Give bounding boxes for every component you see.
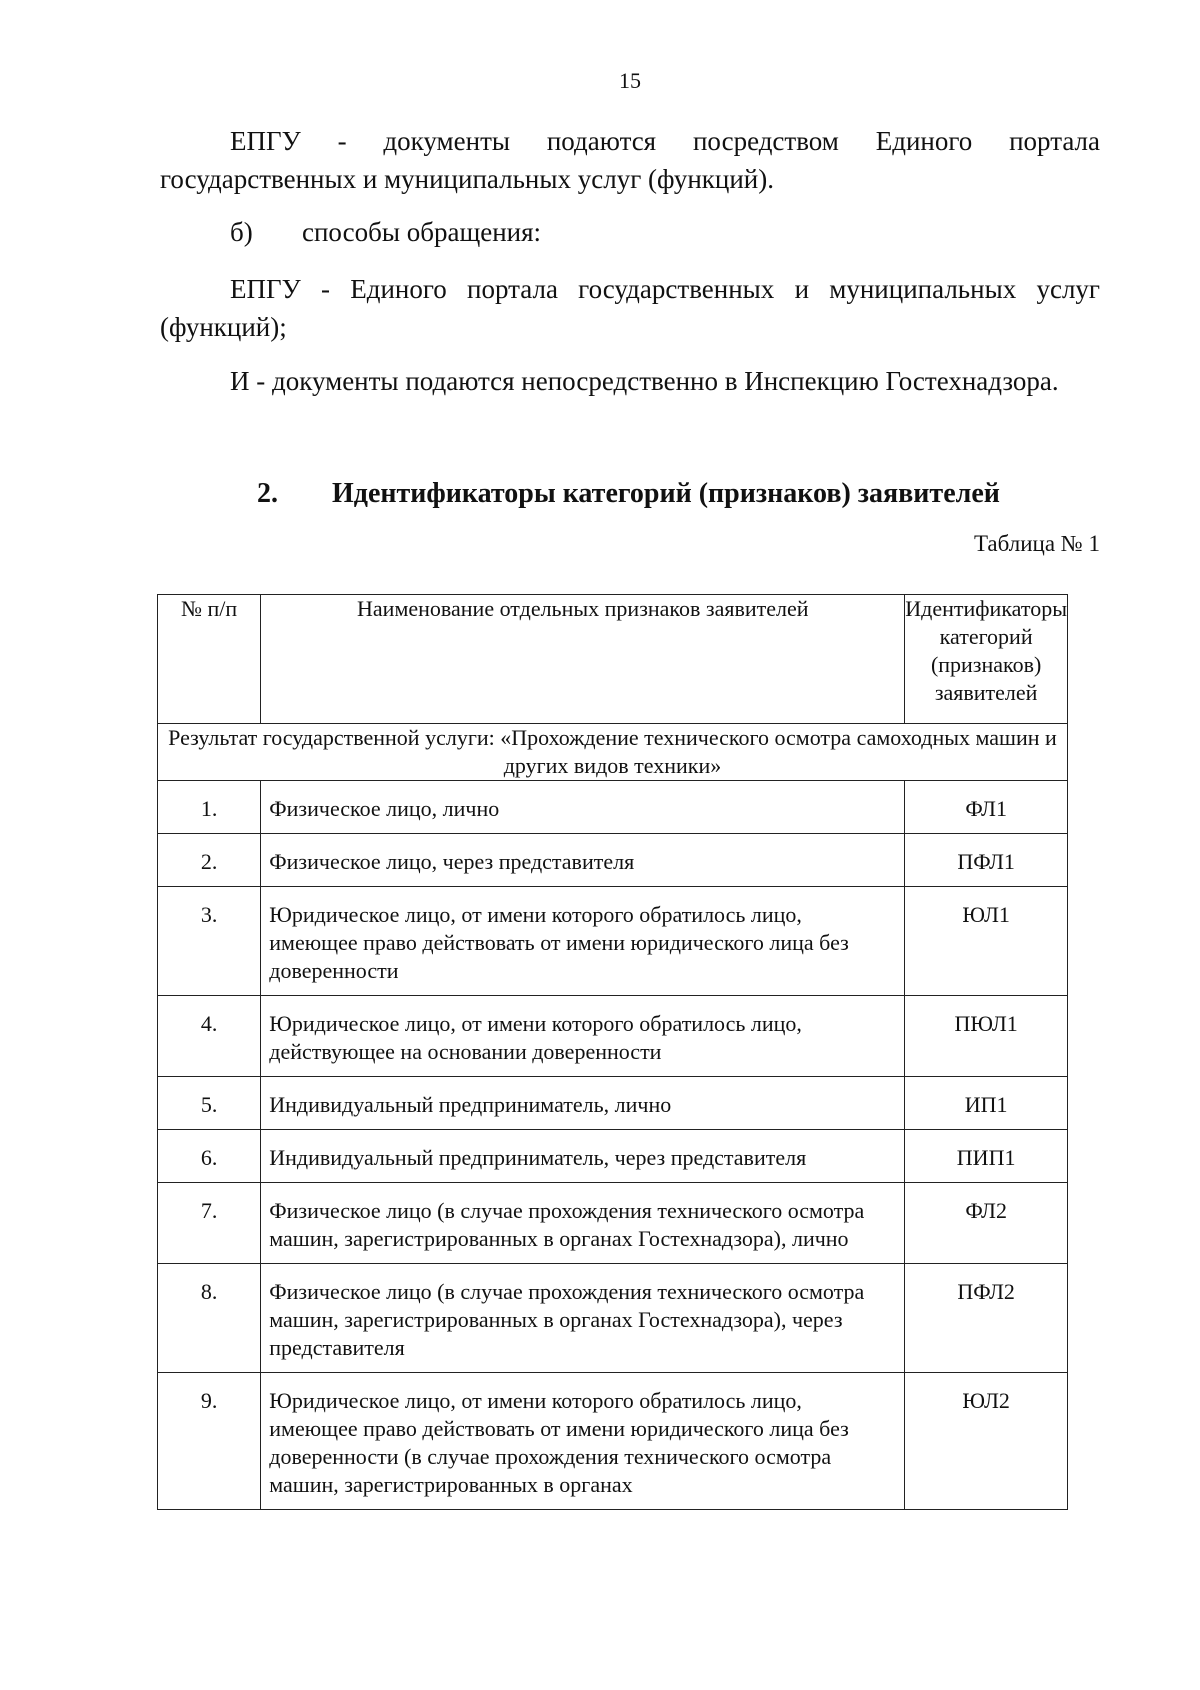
row-identifier: ЮЛ2	[905, 1373, 1068, 1510]
row-name: Физическое лицо (в случае прохождения технического осмотра машин, зарегистрированных в органах Гостехнадзора), лично	[261, 1183, 905, 1264]
table-row	[158, 887, 1068, 996]
row-identifier: ИП1	[905, 1077, 1068, 1130]
header-number: № п/п	[158, 595, 261, 724]
row-number: 9.	[158, 1373, 261, 1510]
row-name: Индивидуальный предприниматель, через представителя	[261, 1130, 905, 1183]
section-heading	[257, 478, 1000, 510]
row-number: 3.	[158, 887, 261, 996]
header-identifier: Идентификаторы категорий (признаков) заявителей	[905, 595, 1068, 724]
row-identifier: ПИП1	[905, 1130, 1068, 1183]
row-identifier: ФЛ2	[905, 1183, 1068, 1264]
paragraph-epgu-portal: ЕПГУ - Единого портала государственных и муниципальных услуг (функций);	[160, 274, 1100, 342]
row-number: 7.	[158, 1183, 261, 1264]
row-identifier: ПФЛ2	[905, 1264, 1068, 1373]
result-heading: Результат государственной услуги: «Прохождение технического осмотра самоходных машин и других видов техники»	[158, 724, 1068, 781]
row-name: Юридическое лицо, от имени которого обратилось лицо, действующее на основании доверенности	[261, 996, 905, 1077]
row-identifier: ФЛ1	[905, 781, 1068, 834]
row-identifier: ПФЛ1	[905, 834, 1068, 887]
table-header-row	[158, 595, 1068, 724]
table-row	[158, 996, 1068, 1077]
list-item-text: способы обращения:	[302, 217, 542, 247]
table-row	[158, 781, 1068, 834]
table-row	[158, 1183, 1068, 1264]
table-row	[158, 1130, 1068, 1183]
paragraph-inspection: И - документы подаются непосредственно в Инспекцию Гостехнадзора.	[230, 366, 1059, 396]
row-name: Индивидуальный предприниматель, лично	[261, 1077, 905, 1130]
row-name: Физическое лицо, лично	[261, 781, 905, 834]
row-identifier: ПЮЛ1	[905, 996, 1068, 1077]
section-number: 2.	[257, 478, 278, 509]
row-identifier: ЮЛ1	[905, 887, 1068, 996]
table-row	[158, 1264, 1068, 1373]
row-number: 2.	[158, 834, 261, 887]
row-name: Юридическое лицо, от имени которого обратилось лицо, имеющее право действовать от имени юридического лица без доверенности	[261, 887, 905, 996]
paragraph-epgu-submission: ЕПГУ - документы подаются посредством Единого портала государственных и муниципальных услуг (функций).	[160, 126, 1100, 194]
table-row	[158, 1373, 1068, 1510]
table-row	[158, 1077, 1068, 1130]
table-row	[158, 834, 1068, 887]
row-number: 1.	[158, 781, 261, 834]
row-name: Физическое лицо, через представителя	[261, 834, 905, 887]
section-title: Идентификаторы категорий (признаков) заявителей	[332, 478, 1000, 509]
row-number: 4.	[158, 996, 261, 1077]
list-marker: б)	[230, 217, 253, 247]
list-item-b	[230, 213, 541, 251]
applicant-categories-table	[157, 594, 1068, 1510]
page-number: 15	[619, 68, 641, 93]
header-name: Наименование отдельных признаков заявителей	[261, 595, 905, 724]
row-name: Юридическое лицо, от имени которого обратилось лицо, имеющее право действовать от имени юридического лица без доверенности (в случае прохождения технического осмотра машин, зарегистрированных в органах	[261, 1373, 905, 1510]
row-number: 6.	[158, 1130, 261, 1183]
row-name: Физическое лицо (в случае прохождения технического осмотра машин, зарегистрированных в органах Гостехнадзора), через представителя	[261, 1264, 905, 1373]
table-caption: Таблица № 1	[973, 531, 1100, 556]
result-heading-row	[158, 724, 1068, 781]
row-number: 5.	[158, 1077, 261, 1130]
row-number: 8.	[158, 1264, 261, 1373]
